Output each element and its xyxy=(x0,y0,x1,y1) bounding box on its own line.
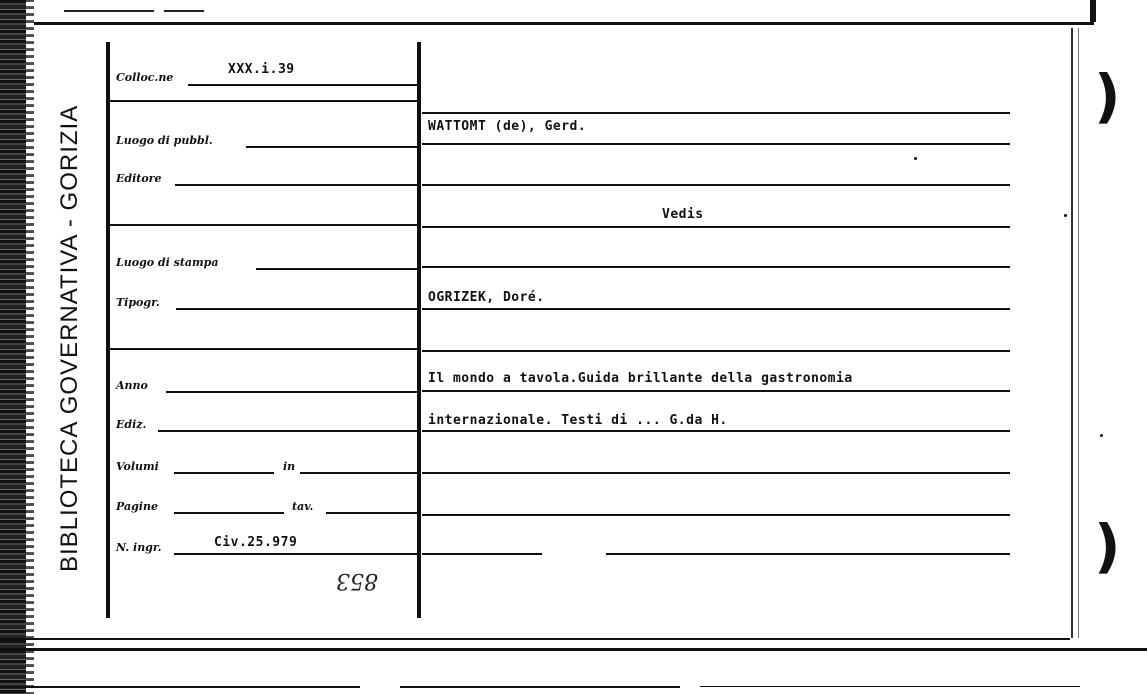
card-right-edge xyxy=(1071,28,1073,638)
center-divider-rule xyxy=(417,42,421,618)
stray-mark xyxy=(1064,214,1067,217)
title-line-2: internazionale. Testi di ... G.da H. xyxy=(428,413,728,428)
scan-edge-right xyxy=(1090,0,1096,22)
institution-title: BIBLIOTECA GOVERNATIVA - GORIZIA xyxy=(56,104,83,572)
collocazione-line xyxy=(188,84,417,86)
left-margin-rule xyxy=(106,42,110,618)
card-top-edge xyxy=(34,0,1094,25)
collocazione-label: Colloc.ne xyxy=(116,71,174,84)
ink-dot xyxy=(914,157,917,160)
title-line-1: Il mondo a tavola.Guida brillante della gastronomia xyxy=(428,371,853,386)
in-label: in xyxy=(283,460,296,473)
n-ingr-value: Civ.25.979 xyxy=(214,535,298,550)
volumi-line xyxy=(174,472,274,474)
entry-line-7 xyxy=(422,350,1010,352)
entry-line-9 xyxy=(422,430,1010,432)
ediz-label: Ediz. xyxy=(116,418,147,431)
n-ingr-label: N. ingr. xyxy=(116,541,162,554)
entry-line-10 xyxy=(422,472,1010,474)
ediz-line xyxy=(158,430,417,432)
see-author: OGRIZEK, Doré. xyxy=(428,290,545,305)
collocazione-value: XXX.i.39 xyxy=(228,62,295,77)
entry-line-5 xyxy=(422,266,1010,268)
editore-line xyxy=(175,184,417,186)
in-line xyxy=(300,472,417,474)
entry-line-12a xyxy=(422,553,542,555)
luogo-stampa-label: Luogo di stampa xyxy=(116,256,219,269)
entry-line-1 xyxy=(422,112,1010,114)
handwritten-number: 853 xyxy=(336,568,378,593)
editore-label: Editore xyxy=(116,172,162,185)
pagine-line xyxy=(174,512,284,514)
card-bottom-edge xyxy=(0,638,1147,694)
scan-edge-left xyxy=(0,0,26,694)
blank-line-1 xyxy=(110,224,417,226)
tipografia-label: Tipogr. xyxy=(116,296,160,309)
entry-line-3 xyxy=(422,184,1010,186)
entry-line-4 xyxy=(422,226,1010,228)
card-right-edge-shadow xyxy=(1078,28,1079,638)
n-ingr-line xyxy=(174,553,417,555)
anno-line xyxy=(166,391,417,393)
tav-line xyxy=(326,512,417,514)
luogo-pubbl-label: Luogo di pubbl. xyxy=(116,134,213,147)
entry-line-2 xyxy=(422,143,1010,145)
pagine-label: Pagine xyxy=(116,500,158,513)
entry-line-8 xyxy=(422,390,1010,392)
scan-edge-left-fringe xyxy=(26,0,34,694)
volumi-label: Volumi xyxy=(116,460,159,473)
binder-hole-bottom-icon: ) xyxy=(1094,512,1121,580)
luogo-pubbl-line xyxy=(246,146,417,148)
stray-mark xyxy=(1100,434,1103,437)
collocazione-underline xyxy=(110,100,420,102)
entry-heading: WATTOMT (de), Gerd. xyxy=(428,119,587,134)
anno-label: Anno xyxy=(116,379,148,392)
see-label: Vedis xyxy=(662,207,704,222)
entry-line-11 xyxy=(422,514,1010,516)
entry-line-12b xyxy=(606,553,1010,555)
tipografia-line xyxy=(176,308,417,310)
entry-line-6 xyxy=(422,308,1010,310)
tav-label: tav. xyxy=(292,500,314,513)
binder-hole-top-icon: ) xyxy=(1094,62,1121,130)
blank-line-2 xyxy=(110,348,417,350)
luogo-stampa-line xyxy=(256,268,417,270)
